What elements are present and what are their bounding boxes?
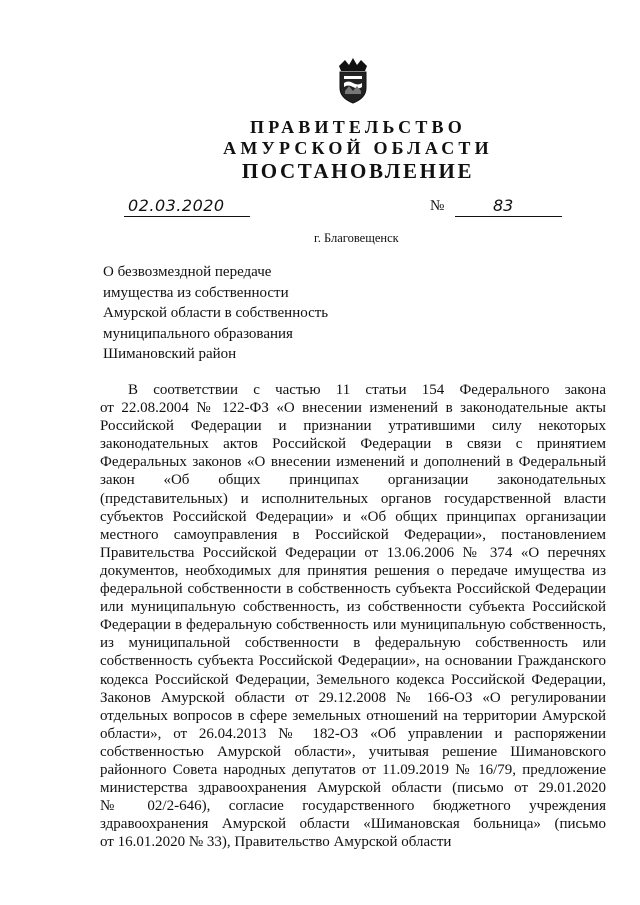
coat-of-arms-icon xyxy=(336,56,370,104)
subject-line: имущества из собственности xyxy=(103,284,289,301)
subject-line: Шимановский район xyxy=(103,346,237,362)
body-line: федеральной собственности в собственность субъекта Российской Федерации xyxy=(100,581,606,598)
body-line: районного Совета народных депутатов от 11.09.2019 № 16/79, предложение xyxy=(100,761,606,778)
body-line: местного самоуправления в Российской Федерации», постановлением xyxy=(100,526,606,543)
body-line: из муниципальной собственности в федеральную собственность или xyxy=(100,635,606,652)
body-line: документов, необходимых для принятия решения о передаче имущества из xyxy=(100,562,606,579)
date-field xyxy=(124,196,250,217)
body-line: Правительства Российской Федерации от 13.06.2006 № 374 «О перечнях xyxy=(100,544,606,561)
body-line: В соответствии с частью 11 статьи 154 Федерального закона xyxy=(128,382,606,398)
subject-line: О безвозмездной передаче xyxy=(103,264,272,280)
body-line: Федеральных законов «О внесении изменений и дополнений в Федеральный xyxy=(100,454,606,471)
body-line: от 16.01.2020 № 33), Правительство Амурской области xyxy=(100,834,452,851)
body-line: (представительных) и исполнительных органов государственной власти xyxy=(100,490,606,507)
body-line: Законов Амурской области от 29.12.2008 № 166-ОЗ «О регулировании xyxy=(100,689,606,706)
body-line: отдельных вопросов в сфере земельных отношений на территории Амурской xyxy=(100,707,606,724)
body-line: области», от 26.04.2013 № 182-ОЗ «Об управлении и распоряжении xyxy=(100,725,606,742)
city: г. Благовещенск xyxy=(314,231,399,245)
body-line: министерства здравоохранения Амурской области (письмо от 29.01.2020 xyxy=(100,780,606,797)
subject-line: Амурской области в собственность xyxy=(103,305,329,321)
body-line: здравоохранения Амурской области «Шимановская больница» (письмо xyxy=(100,816,606,833)
body-line: закон «Об общих принципах организации законодательных xyxy=(100,472,606,489)
body-line: субъектов Российской Федерации» и «Об общих принципах организации xyxy=(100,508,606,525)
body-line: собственностью Амурской области», учитывая решение Шимановского xyxy=(100,743,606,760)
number-label: № xyxy=(430,198,445,214)
body-paragraph xyxy=(100,381,606,851)
body-line: собственность субъекта Российской Федерации», на основании Гражданского xyxy=(100,653,606,670)
number-value: 83 xyxy=(493,196,514,215)
body-line: № 02/2-646), согласие государственного бюджетного учреждения xyxy=(100,798,606,815)
body-line: законодательных актов Российской Федерации в связи с принятием xyxy=(100,436,606,453)
body-line: от 22.08.2004 № 122-ФЗ «О внесении изменений в законодательные акты xyxy=(100,400,606,417)
subject-line: муниципального образования xyxy=(103,325,293,342)
number-field xyxy=(455,196,562,217)
body-line: или муниципальную собственность, из собственности субъекта Российской xyxy=(100,599,606,616)
document-subject xyxy=(103,262,328,365)
organization-name-line2: АМУРСКОЙ ОБЛАСТИ xyxy=(223,138,493,158)
organization-name-line1: ПРАВИТЕЛЬСТВО xyxy=(250,117,466,137)
body-line: Федерации в федеральную собственность или муниципальную собственность, xyxy=(100,617,606,634)
body-line: Российской Федерации и признании утратившими силу некоторых xyxy=(100,418,606,435)
document-type: ПОСТАНОВЛЕНИЕ xyxy=(241,159,475,183)
date-value: 02.03.2020 xyxy=(128,196,225,215)
body-line: кодекса Российской Федерации, Земельного кодекса Российской Федерации, xyxy=(100,671,606,688)
